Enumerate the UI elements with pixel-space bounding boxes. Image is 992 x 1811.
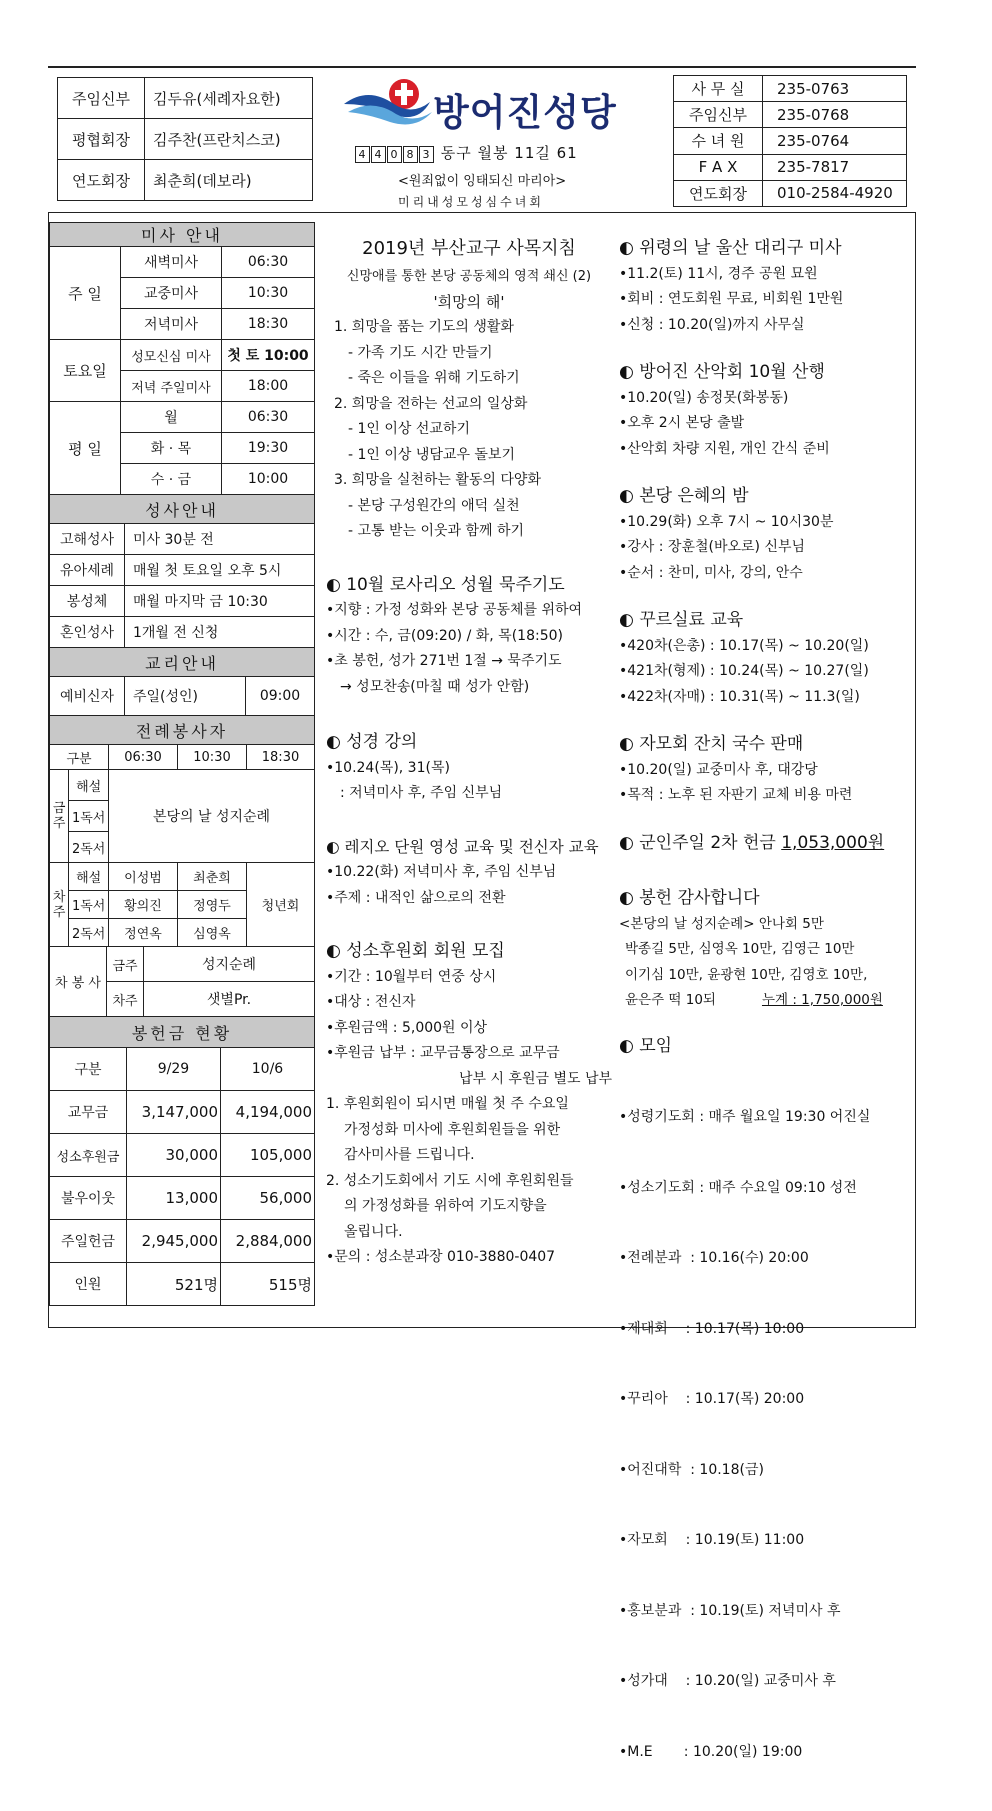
liturgy-person: 정영두 [178,891,247,919]
thanks-title: ◐ 봉헌 감사합니다 [619,888,760,908]
meeting-line: •자모회 : 10.19(토) 11:00 [619,1532,805,1548]
leader-value: 김두유(세례자요한) [145,78,313,119]
server-value: 샛별Pr. [144,982,315,1017]
vocation-line: •대상 : 전신자 [326,994,416,1010]
thanks-line-last [619,988,909,1014]
liturgy-title: 전례봉사자 [50,716,315,745]
leaders-table [57,77,313,201]
mass-table [49,222,315,495]
postcode-digit: 4 [355,146,370,163]
mass-time: 18:30 [222,309,315,340]
noodle-line: •10.20(일) 교중미사 후, 대강당 [619,761,818,778]
server-table [49,946,315,1017]
server-week: 금주 [107,947,144,982]
offering-head: 10/6 [221,1048,315,1091]
noodle-title: ◐ 자모회 잔치 국수 판매 [619,734,804,754]
thanks-line: 박종길 5만, 심영옥 10만, 김영근 10만 [625,941,855,957]
bible-line: •10.24(목), 31(목) [326,759,450,776]
offering-value: 13,000 [127,1177,221,1220]
vocation-line: 의 가정성화를 위하여 기도지향을 [344,1198,547,1214]
mass-time: 첫 토 10:00 [222,340,315,371]
vocation-line: 1. 후원회원이 되시면 매월 첫 주 수요일 [326,1096,569,1112]
doctrine-label: 예비신자 [50,677,125,716]
guide-item: 1. 희망을 품는 기도의 생활화 [334,319,514,335]
sacrament-label: 혼인성사 [50,617,125,648]
vocation-line: 올립니다. [344,1223,403,1240]
liturgy-table [49,715,315,947]
meeting-line: •성가대 : 10.20(일) 교중미사 후 [619,1673,836,1689]
role-label: 해설 [69,863,109,891]
guide-item: 2. 희망을 전하는 선교의 일상화 [334,395,528,412]
doctrine-title: 교리안내 [50,648,315,677]
server-week: 차주 [107,982,144,1017]
sacrament-value: 미사 30분 전 [125,524,315,555]
liturgy-head: 18:30 [247,745,315,770]
sacrament-label: 유아세례 [50,555,125,586]
meeting-line: •전례분과 : 10.16(수) 20:00 [619,1250,809,1266]
left-column [49,222,315,1306]
vocation-line: •후원금 납부 : 교무금통장으로 교무금 [326,1045,560,1061]
contact-label: 주임신부 [674,102,763,128]
doctrine-table [49,647,315,716]
hiking-line: •10.20(일) 송정못(화봉동) [619,389,789,406]
contact-label: F A X [674,154,763,180]
grace-line: •순서 : 찬미, 미사, 강의, 안수 [619,564,803,581]
contact-label: 사 무 실 [674,76,763,102]
guide-item: - 가족 기도 시간 만들기 [348,344,493,361]
doctrine-time: 09:00 [246,677,315,716]
offering-table [49,1016,315,1306]
mass-name: 월 [121,402,222,433]
leader-label: 평협회장 [58,119,145,160]
offering-head: 9/29 [127,1048,221,1091]
sacrament-value: 매월 마지막 금 10:30 [125,586,315,617]
contact-label: 수 녀 원 [674,128,763,154]
role-label: 2독서 [69,832,109,863]
offering-label: 성소후원금 [50,1134,127,1177]
next-week-label: 차주 [50,863,69,947]
contact-label: 연도회장 [674,180,763,206]
thanks-line: 이기심 10만, 윤광현 10만, 김영호 10만, [625,966,868,983]
doctrine-value: 주일(성인) [125,677,246,716]
rosary-title: ◐ 10월 로사리오 성월 묵주기도 [326,574,565,595]
right-column [619,236,909,1811]
offering-value: 2,945,000 [127,1220,221,1263]
role-label: 2독서 [69,919,109,947]
mass-time: 06:30 [222,402,315,433]
grace-line: •강사 : 장훈철(바오로) 신부님 [619,539,806,555]
legio-title: ◐ 레지오 단원 영성 교육 및 전신자 교육 [326,837,599,856]
meeting-title: ◐ 모임 [619,1035,673,1056]
liturgy-person: 이성범 [109,863,178,891]
mass-name: 새벽미사 [121,247,222,278]
liturgy-head: 06:30 [109,745,178,770]
meeting-line: •M.E : 10.20(일) 19:00 [619,1743,803,1760]
bible-title: ◐ 성경 강의 [326,732,418,752]
postcode-digit: 4 [371,146,386,163]
role-label: 1독서 [69,801,109,832]
bible-line: : 저녁미사 후, 주임 신부님 [340,785,503,801]
postcode-digit: 8 [403,146,418,163]
role-label: 1독서 [69,891,109,919]
hiking-title: ◐ 방어진 산악회 10월 산행 [619,362,825,382]
noodle-line: •목적 : 노후 된 자판기 교체 비용 마련 [619,787,853,803]
sacrament-title: 성사안내 [50,495,315,524]
offering-label: 주일헌금 [50,1220,127,1263]
liturgy-head: 구분 [50,745,109,770]
guide-item: - 본당 구성원간의 애덕 실천 [348,497,520,514]
meeting-list [619,1059,909,1811]
meeting-line: •성소기도회 : 매주 수요일 09:10 성전 [619,1179,857,1196]
sacrament-label: 고해성사 [50,524,125,555]
leader-label: 주임신부 [58,78,145,119]
sunday-label: 주 일 [50,247,121,340]
church-name: 방어진성당 [433,91,617,134]
mass-title: 미사 안내 [50,223,315,247]
cursillo-line: •422차(자매) : 10.31(목) ~ 11.3(일) [619,688,860,705]
contact-value: 235-0764 [763,128,907,154]
guide-subtitle: 신망애를 통한 본당 공동체의 영적 쇄신 (2) [346,269,592,284]
middle-column [326,234,612,1271]
liturgy-group: 청년회 [247,863,315,947]
mass-name: 성모신심 미사 [121,340,222,371]
cursillo-line: •420차(은총) : 10.17(목) ~ 10.20(일) [619,637,869,654]
this-week-note: 본당의 날 성지순례 [109,770,315,863]
vocation-line: •기간 : 10월부터 연중 상시 [326,968,497,985]
church-logo-icon [342,74,434,128]
guide-year: '희망의 해' [433,292,505,311]
grace-title: ◐ 본당 은혜의 밤 [619,486,749,506]
thanks-donor: 윤은주 떡 10되 [625,992,716,1008]
offering-value: 105,000 [221,1134,315,1177]
guide-item: - 1인 이상 냉담교우 돌보기 [348,446,515,463]
leader-value: 김주찬(프란치스코) [145,119,313,160]
offering-value: 515명 [221,1263,315,1306]
contact-value: 010-2584-4920 [763,180,907,206]
vocation-title: ◐ 성소후원회 회원 모집 [326,941,505,961]
meeting-line: •성령기도회 : 매주 월요일 19:30 어진실 [619,1109,871,1125]
vocation-line: 2. 성소기도회에서 기도 시에 후원회원들 [326,1172,574,1189]
server-label: 차 봉 사 [50,947,107,1017]
vocation-line: 가정성화 미사에 후원회원들을 위한 [344,1121,561,1138]
legio-line: •주제 : 내적인 삶으로의 전환 [326,889,506,906]
mass-name: 수 · 금 [121,464,222,495]
grace-line: •10.29(화) 오후 7시 ~ 10시30분 [619,513,834,530]
this-week-label: 금주 [50,770,69,863]
offering-label: 불우이웃 [50,1177,127,1220]
military-offering [619,831,909,857]
offering-value: 4,194,000 [221,1091,315,1134]
liturgy-person: 심영옥 [178,919,247,947]
leader-label: 연도회장 [58,160,145,201]
server-value: 성지순례 [144,947,315,982]
liturgy-head: 10:30 [178,745,247,770]
motto: <원죄없이 잉태되신 마리아> [398,174,567,189]
sacrament-value: 매월 첫 토요일 오후 5시 [125,555,315,586]
offering-value: 3,147,000 [127,1091,221,1134]
meeting-line: •어진대학 : 10.18(금) [619,1461,764,1478]
rosary-line: •시간 : 수, 금(09:20) / 화, 목(18:50) [326,627,563,644]
mass-time: 06:30 [222,247,315,278]
hiking-line: •오후 2시 본당 출발 [619,415,745,431]
mass-name: 저녁미사 [121,309,222,340]
meeting-line: •제대회 : 10.17(목) 10:00 [619,1320,805,1337]
sacrament-value: 1개월 전 신청 [125,617,315,648]
vocation-line: 감사미사를 드립니다. [344,1147,475,1163]
meeting-line: •꾸리아 : 10.17(목) 20:00 [619,1391,805,1407]
sacrament-label: 봉성체 [50,586,125,617]
liturgy-person: 황의진 [109,891,178,919]
cursillo-title: ◐ 꾸르실료 교육 [619,610,744,630]
offering-value: 521명 [127,1263,221,1306]
offering-value: 56,000 [221,1177,315,1220]
mass-name: 화 · 목 [121,433,222,464]
mass-time: 19:30 [222,433,315,464]
mass-time: 10:30 [222,278,315,309]
memorial-line: •회비 : 연도회원 무료, 비회원 1만원 [619,291,844,307]
liturgy-person: 최춘희 [178,863,247,891]
offering-head: 구분 [50,1048,127,1091]
rosary-line: → 성모찬송(마칠 때 성가 안함) [340,678,530,695]
rosary-line: •지향 : 가정 성화와 본당 공동체를 위하여 [326,602,583,618]
military-amount: 1,053,000원 [781,832,885,853]
sacrament-table [49,494,315,648]
hiking-line: •산악회 차량 지원, 개인 간식 준비 [619,440,830,457]
role-label: 해설 [69,770,109,801]
vocation-line: •문의 : 성소분과장 010-3880-0407 [326,1249,556,1265]
mass-time: 18:00 [222,371,315,402]
memorial-line: •신청 : 10.20(일)까지 사무실 [619,316,805,333]
contacts-table [673,75,907,207]
saturday-label: 토요일 [50,340,121,402]
guide-item: - 죽은 이들을 위해 기도하기 [348,370,520,386]
legio-line: •10.22(화) 저녁미사 후, 주임 신부님 [326,864,557,880]
memorial-title: ◐ 위령의 날 울산 대리구 미사 [619,238,842,258]
rosary-line: •초 봉헌, 성가 271번 1절 → 묵주기도 [326,653,562,669]
mass-time: 10:00 [222,464,315,495]
guide-item: - 1인 이상 선교하기 [348,421,470,437]
vocation-line: 납부 시 후원금 별도 납부 [458,1070,612,1087]
liturgy-person: 정연옥 [109,919,178,947]
weekday-label: 평 일 [50,402,121,495]
contact-value: 235-0763 [763,76,907,102]
mass-name: 저녁 주일미사 [121,371,222,402]
vocation-line: •후원금액 : 5,000원 이상 [326,1019,488,1036]
military-title: ◐ 군인주일 2차 헌금 [619,832,776,853]
address-text: 동구 월봉 11길 61 [440,144,578,162]
guide-item: - 고통 받는 이웃과 함께 하기 [348,523,525,539]
contact-value: 235-7817 [763,154,907,180]
offering-label: 교무금 [50,1091,127,1134]
contact-value: 235-0768 [763,102,907,128]
offering-label: 인원 [50,1263,127,1306]
cursillo-line: •421차(형제) : 10.24(목) ~ 10.27(일) [619,663,869,679]
guide-title: 2019년 부산교구 사목지침 [362,238,576,259]
postcode-digit: 0 [387,146,402,163]
sisters: 미리내성모성심수녀회 [398,195,544,209]
offering-title: 봉헌금 현황 [50,1017,315,1048]
meeting-line: •홍보분과 : 10.19(토) 저녁미사 후 [619,1602,841,1619]
guide-item: 3. 희망을 실천하는 활동의 다양화 [334,472,541,488]
offering-value: 30,000 [127,1134,221,1177]
postcode-digit: 3 [419,146,434,163]
address [355,142,578,163]
offering-value: 2,884,000 [221,1220,315,1263]
memorial-line: •11.2(토) 11시, 경주 공원 묘원 [619,265,818,282]
thanks-total: 누계 : 1,750,000원 [761,992,883,1008]
thanks-line: <본당의 날 성지순례> 안나회 5만 [619,915,824,932]
mass-name: 교중미사 [121,278,222,309]
leader-value: 최춘희(데보라) [145,160,313,201]
